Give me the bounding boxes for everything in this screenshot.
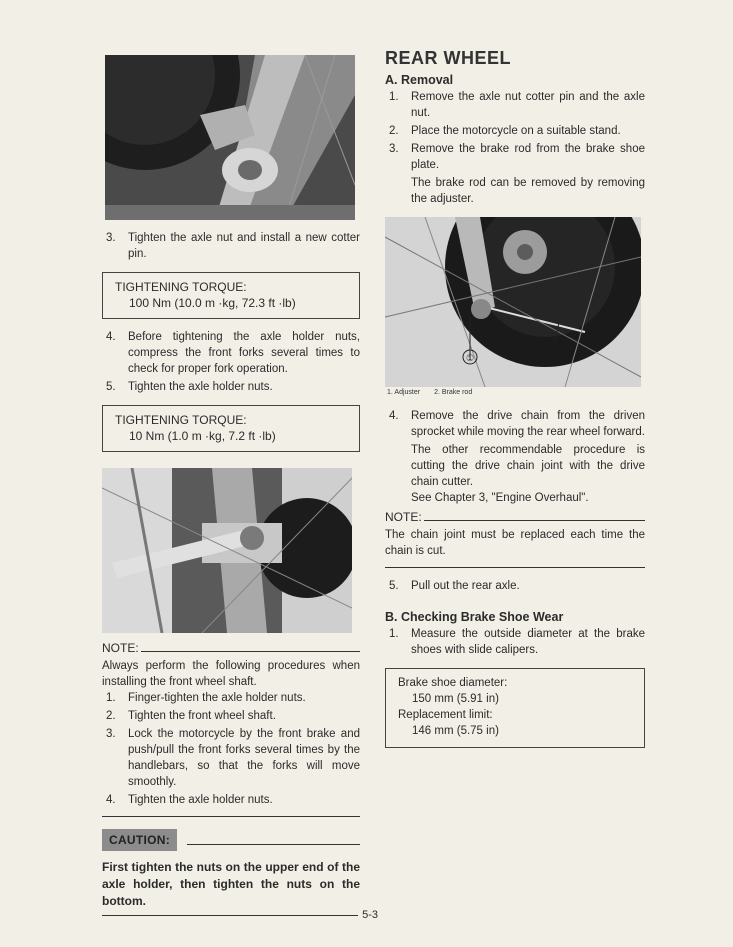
step-text: Remove the axle nut cotter pin and the axle nut. [411, 91, 645, 119]
step-number: 1. [389, 628, 399, 640]
note-rule [424, 520, 645, 521]
note-step-3 [102, 726, 360, 790]
step-text: Measure the outside diameter at the brake shoes with slide calipers. [411, 628, 645, 656]
footer-rule [102, 915, 358, 916]
step-text: Finger-tighten the axle holder nuts. [128, 692, 306, 704]
page-footer [102, 909, 378, 921]
torque-box-2 [102, 405, 360, 452]
diameter-label: Brake shoe diameter: [398, 677, 508, 689]
step-number: 4. [106, 794, 116, 806]
removal-step-4-extra-2: See Chapter 3, "Engine Overhaul". [411, 492, 589, 504]
note-header [385, 510, 645, 524]
check-step-1 [385, 626, 645, 658]
step-number: 3. [389, 143, 399, 155]
removal-step-5 [385, 578, 645, 594]
step-text: Remove the drive chain from the driven sprocket while moving the rear wheel forward. [411, 410, 645, 438]
caution-header [102, 829, 360, 851]
caution-rule [187, 843, 360, 845]
subsection-b-title: B. Checking Brake Shoe Wear [385, 610, 564, 624]
note-text: The chain joint must be replaced each time the chain is cut. [385, 529, 645, 557]
step-number: 3. [106, 232, 116, 244]
front-wheel-wrench-photo [102, 468, 352, 633]
step-number: 4. [106, 331, 116, 343]
note-step-2 [102, 708, 360, 724]
step-text: Remove the brake rod from the brake shoe plate. [411, 143, 645, 171]
caution-text: First tighten the nuts on the upper end of the axle holder, then tighten the nuts on the bottom. [102, 860, 360, 908]
step-3 [102, 230, 360, 262]
brake-shoe-spec-box [385, 668, 645, 748]
note-step-4 [102, 792, 360, 808]
step-text: Tighten the axle holder nuts. [128, 794, 273, 806]
note-header [102, 641, 360, 655]
limit-value: 146 mm (5.75 in) [412, 725, 499, 737]
right-column [385, 48, 645, 758]
step-number: 4. [389, 410, 399, 422]
step-number: 5. [106, 381, 116, 393]
note-text: Always perform the following procedures when installing the front wheel shaft. [102, 660, 360, 688]
torque-box-1 [102, 272, 360, 319]
step-text: Pull out the rear axle. [411, 580, 520, 592]
photo-caption [385, 389, 645, 396]
note-end-rule [102, 816, 360, 817]
removal-step-2 [385, 123, 645, 139]
step-text: Tighten the axle nut and install a new cotter pin. [128, 232, 360, 260]
removal-step-4 [385, 408, 645, 440]
step-number: 1. [106, 692, 116, 704]
removal-step-1 [385, 89, 645, 121]
caption-brake-rod: 2. Brake rod [434, 389, 473, 396]
caution-label: CAUTION: [102, 829, 177, 851]
step-5 [102, 379, 360, 395]
step-4 [102, 329, 360, 377]
removal-step-4-extra-1: The other recommendable procedure is cutting the drive chain joint with the drive chain cutter. [411, 444, 645, 488]
note-label: NOTE: [102, 641, 139, 655]
left-column [102, 55, 360, 910]
photo-callout: ① [465, 353, 475, 363]
note-step-1 [102, 690, 360, 706]
caption-adjuster: 1. Adjuster [387, 389, 421, 396]
step-number: 2. [106, 710, 116, 722]
step-number: 2. [389, 125, 399, 137]
torque-value: 10 Nm (1.0 m ·kg, 7.2 ft ·lb) [129, 429, 276, 443]
torque-title: TIGHTENING TORQUE: [115, 413, 247, 427]
step-number: 1. [389, 91, 399, 103]
step-text: Tighten the front wheel shaft. [128, 710, 276, 722]
rear-wheel-adjuster-photo [385, 217, 641, 387]
step-number: 5. [389, 580, 399, 592]
front-axle-photo [105, 55, 355, 220]
torque-value: 100 Nm (10.0 m ·kg, 72.3 ft ·lb) [129, 296, 296, 310]
torque-title: TIGHTENING TORQUE: [115, 280, 247, 294]
step-text: Lock the motorcycle by the front brake and push/pull the front forks several times by the handlebars, so that the forks will move smoothly. [128, 728, 360, 788]
step-number: 3. [106, 728, 116, 740]
subsection-a-title: A. Removal [385, 73, 454, 87]
note-rule [141, 651, 360, 652]
step-text: Place the motorcycle on a suitable stand. [411, 125, 621, 137]
limit-label: Replacement limit: [398, 709, 493, 721]
step-text: Before tightening the axle holder nuts, compress the front forks several times to check for proper fork operation. [128, 331, 360, 375]
section-title: REAR WHEEL [385, 48, 511, 68]
page-number: 5-3 [362, 909, 378, 921]
note-end-rule [385, 567, 645, 568]
removal-step-3 [385, 141, 645, 173]
removal-step-3-extra: The brake rod can be removed by removing the adjuster. [411, 177, 645, 205]
step-text: Tighten the axle holder nuts. [128, 381, 273, 393]
note-label: NOTE: [385, 510, 422, 524]
diameter-value: 150 mm (5.91 in) [412, 693, 499, 705]
